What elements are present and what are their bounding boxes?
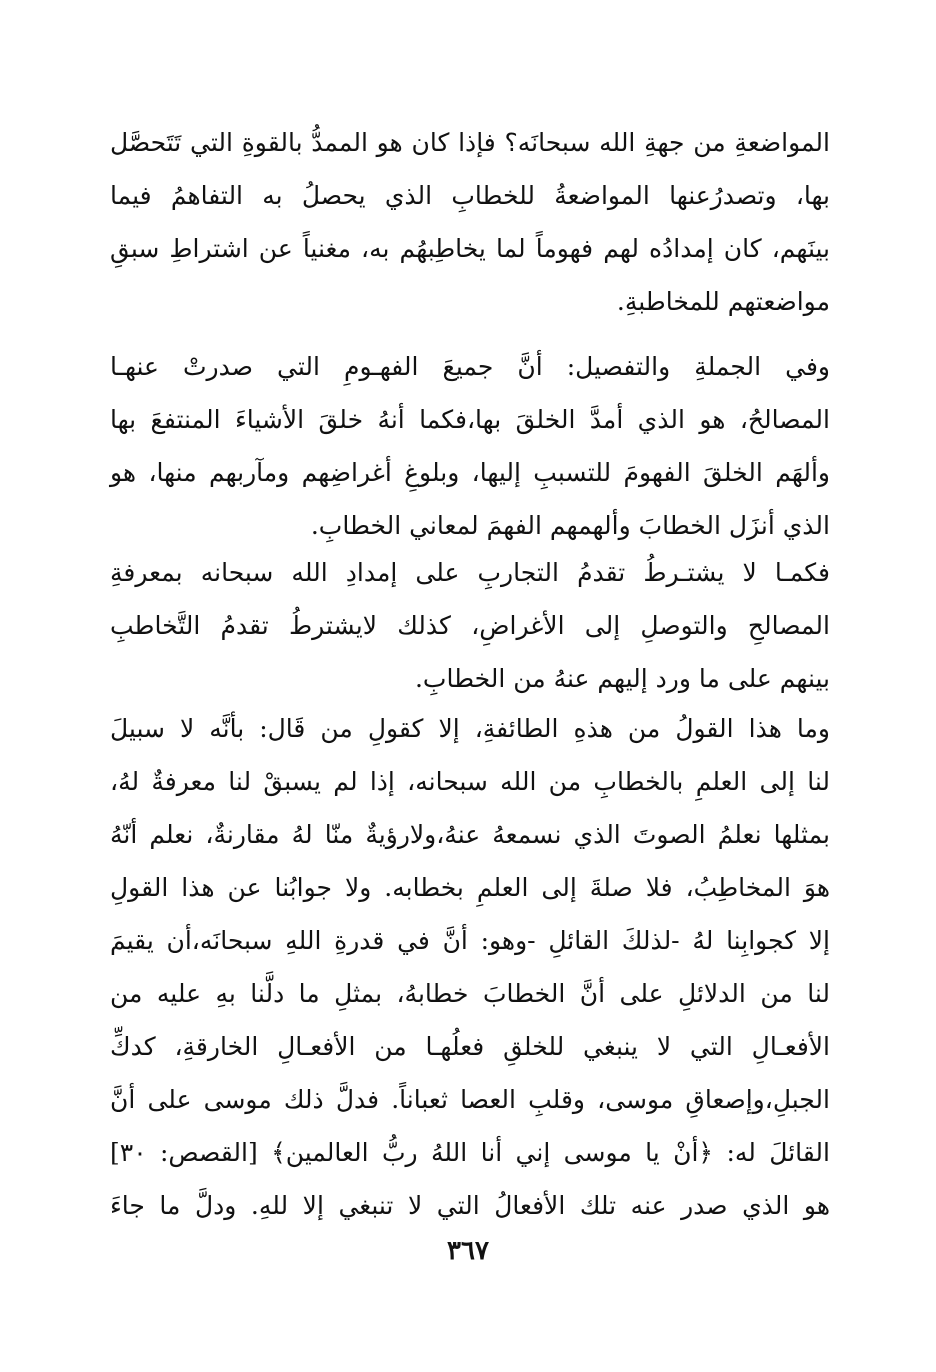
text-line: لنا إلى العلمِ بالخطابِ من الله سبحانه، إذا لم يسبقْ لنا معرفةٌ لهُ، <box>110 767 830 796</box>
text-line: فكمـا لا يشتـرطُ تقدمُ التجاربِ على إمدادِ الله سبحانه بمعرفةِ <box>110 558 830 587</box>
text-line: بمثلها نعلمُ الصوتَ الذي نسمعهُ عنهُ،ولارؤيةٌ منّا لهُ مقارنةٌ، نعلم أنّهُ <box>110 820 830 849</box>
text-line: لنا من الدلائلِ على أنَّ الخطابَ خطابهُ، بمثلِ ما دلَّنا بهِ عليه من <box>110 979 830 1008</box>
text-line: إلا كجوابِنا لهُ -لذلكَ القائلِ -وهو: أنَّ في قدرةِ اللهِ سبحانَه،أن يقيمَ <box>110 926 830 955</box>
paragraph-2 <box>110 340 830 552</box>
text-line: بينَهم، كان إمدادُه لهم فهوماً لما يخاطِبهُم به، مغنياً عن اشتراطِ سبقِ <box>110 234 830 263</box>
text-line: بينهم على ما ورد إليهم عنهُ من الخطابِ. <box>414 664 830 693</box>
text-line: الذي أنزَل الخطابَ وألهمهم الفهمَ لمعاني الخطابِ. <box>310 511 830 540</box>
text-line: مواضعتهم للمخاطبةِ. <box>616 287 830 316</box>
text-line: وألهَم الخلقَ الفهومَ للتسببِ إليها، وبلوغِ أغراضِهم ومآربهم منها، هو <box>110 458 830 487</box>
text-line: بها، وتصدرُعنها المواضعةُ للخطابِ الذي يحصلُ به التفاهمُ فيما <box>110 181 830 210</box>
paragraph-4 <box>110 702 830 1232</box>
text-line: القائلَ له: ﴿أنْ يا موسى إني أنا اللهُ ربُّ العالمين﴾ [القصص: ٣٠] <box>110 1138 830 1167</box>
text-line: وفي الجملةِ والتفصيل: أنَّ جميعَ الفهـومِ التي صدرتْ عنهـا <box>110 352 830 381</box>
paragraph-1 <box>110 116 830 328</box>
text-line: الأفعـالِ التي لا ينبغي للخلقِ فعلُهـا من الأفعـالِ الخارقةِ، كدكِّ <box>110 1032 830 1061</box>
text-line: هوَ المخاطِبُ، فلا صلةَ إلى العلمِ بخطابه. ولا جوابُنا عن هذا القولِ <box>110 873 830 902</box>
paragraph-3 <box>110 546 830 705</box>
text-line: الجبلِ،وإصعاقِ موسى، وقلبِ العصا ثعباناً. فدلَّ ذلك موسى على أنَّ <box>110 1085 830 1114</box>
text-line: المصالحُ، هو الذي أمدَّ الخلقَ بها،فكما أنهُ خلقَ الأشياءَ المنتفعَ بها <box>110 405 830 434</box>
text-line: هو الذي صدر عنه تلك الأفعالُ التي لا تنبغي إلا للهِ. ودلَّ ما جاءَ <box>110 1191 830 1220</box>
page-number: ٣٦٧ <box>447 1236 489 1266</box>
text-line: المواضعةِ من جهةِ الله سبحانَه؟ فإذا كان هو الممدُّ بالقوةِ التي تَتَحصَّل <box>110 128 830 157</box>
text-line: وما هذا القولُ من هذهِ الطائفةِ، إلا كقولِ من قَال: بأنَّه لا سبيلَ <box>110 714 830 743</box>
text-line: المصالحِ والتوصلِ إلى الأغراضِ، كذلك لايشترطُ تقدمُ التَّخاطبِ <box>110 611 830 640</box>
